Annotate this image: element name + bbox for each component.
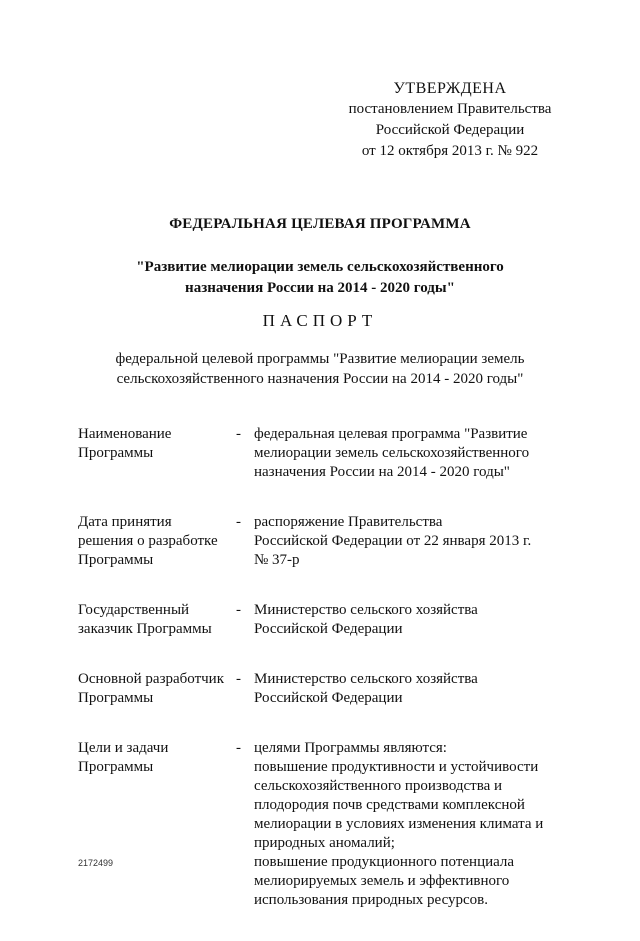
row-label-line: решения о разработке xyxy=(78,533,218,549)
row-dash: - xyxy=(236,740,241,756)
row-label xyxy=(78,739,236,910)
row-label-line: Государственный xyxy=(78,602,190,618)
row-dash: - xyxy=(236,426,241,442)
row-dash: - xyxy=(236,671,241,687)
row-value-line: плодородия почв средствами комплексной xyxy=(254,797,525,813)
row-label-line: Программы xyxy=(78,445,154,461)
approval-line: от 12 октября 2013 г. № 922 xyxy=(361,143,539,159)
approval-title: УТВЕРЖДЕНА xyxy=(393,80,507,97)
row-value xyxy=(254,513,578,570)
row-label-line: Программы xyxy=(78,552,154,568)
program-title xyxy=(100,257,540,299)
row-label xyxy=(78,425,236,482)
program-title-line: назначения России на 2014 - 2020 годы" xyxy=(185,280,455,296)
row-value-line: мелиорации в условиях изменения климата и xyxy=(254,816,544,832)
row-value-line: природных аномалий; xyxy=(254,835,395,851)
row-label-line: Программы xyxy=(78,759,154,775)
row-value-line: сельскохозяйственного производства и xyxy=(254,778,503,794)
program-type-heading: ФЕДЕРАЛЬНАЯ ЦЕЛЕВАЯ ПРОГРАММА xyxy=(169,216,471,232)
row-value-line: № 37-р xyxy=(254,552,300,568)
passport-row-goals xyxy=(78,739,578,910)
row-dash: - xyxy=(236,514,241,530)
row-value-line: мелиорируемых земель и эффективного xyxy=(254,873,510,889)
row-value-line: мелиорации земель сельскохозяйственного xyxy=(254,445,530,461)
passport-row-developer xyxy=(78,670,578,708)
approval-line: Российской Федерации xyxy=(375,122,525,138)
row-value-line: повышение продукционного потенциала xyxy=(254,854,515,870)
passport-row-customer xyxy=(78,601,578,639)
row-value-line: назначения России на 2014 - 2020 годы" xyxy=(254,464,510,480)
passport-heading: ПАСПОРТ xyxy=(262,311,378,330)
row-value-line: Российской Федерации от 22 января 2013 г. xyxy=(254,533,532,549)
row-label-line: Программы xyxy=(78,690,154,706)
row-value-line: использования природных ресурсов. xyxy=(254,892,489,908)
row-value-line: Российской Федерации xyxy=(254,690,403,706)
row-value xyxy=(254,670,578,708)
row-value-line: целями Программы являются: xyxy=(254,740,447,756)
approval-line: постановлением Правительства xyxy=(348,101,552,117)
document-number: 2172499 xyxy=(78,858,114,868)
row-value-line: Министерство сельского хозяйства xyxy=(254,671,478,687)
passport-subtitle-line: сельскохозяйственного назначения России на 2014 - 2020 годы" xyxy=(116,371,524,387)
passport-subtitle xyxy=(90,349,550,389)
passport-subtitle-line: федеральной целевой программы "Развитие мелиорации земель xyxy=(115,351,525,367)
row-dash: - xyxy=(236,602,241,618)
approval-stamp xyxy=(330,78,570,162)
row-label-line: Дата принятия xyxy=(78,514,172,530)
row-value xyxy=(254,425,578,482)
program-title-line: "Развитие мелиорации земель сельскохозяйственного xyxy=(136,259,504,275)
row-value-line: распоряжение Правительства xyxy=(254,514,443,530)
row-label-line: Основной разработчик xyxy=(78,671,224,687)
row-label xyxy=(78,513,236,570)
row-value-line: повышение продуктивности и устойчивости xyxy=(254,759,539,775)
row-label-line: Цели и задачи xyxy=(78,740,169,756)
row-label-line: Наименование xyxy=(78,426,172,442)
row-value xyxy=(254,739,578,910)
passport-table xyxy=(78,425,578,941)
row-value-line: федеральная целевая программа "Развитие xyxy=(254,426,528,442)
passport-row-adoption-date xyxy=(78,513,578,570)
row-value xyxy=(254,601,578,639)
row-value-line: Министерство сельского хозяйства xyxy=(254,602,478,618)
row-value-line: Российской Федерации xyxy=(254,621,403,637)
row-label xyxy=(78,670,236,708)
row-label-line: заказчик Программы xyxy=(78,621,212,637)
passport-row-name xyxy=(78,425,578,482)
row-label xyxy=(78,601,236,639)
